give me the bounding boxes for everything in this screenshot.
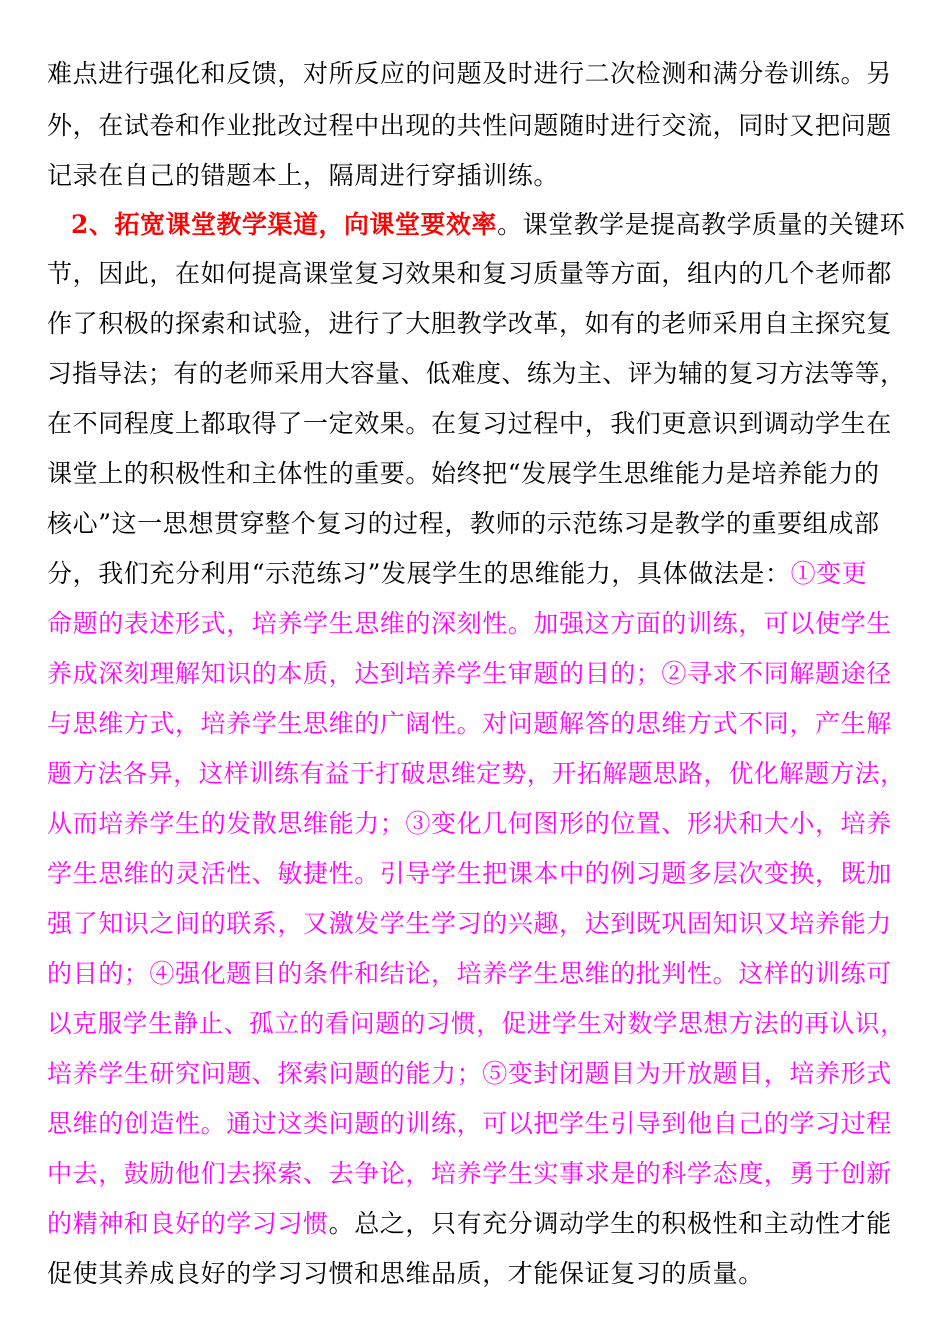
highlighted-text: ①变更: [790, 559, 868, 588]
text-line: [47, 151, 559, 201]
text-line: [47, 101, 892, 151]
text-line: [47, 1199, 892, 1249]
line-text: 记录在自己的错题本上，隔周进行穿插训练。: [47, 161, 560, 190]
highlighted-line: [47, 1049, 892, 1099]
section-heading: 2、拓宽课堂教学渠道，向课堂要效率: [71, 210, 498, 239]
highlighted-text: 学生思维的灵活性、敏捷性。引导学生把课本中的例习题多层次变换，既加: [47, 859, 892, 888]
highlighted-text: 从而培养学生的发散思维能力；③变化几何图形的位置、形状和大小，培养: [47, 809, 892, 838]
text-line: [47, 549, 867, 599]
text-line: [47, 249, 892, 299]
highlighted-line: [47, 899, 892, 949]
line-text: 在不同程度上都取得了一定效果。在复习过程中，我们更意识到调动学生在: [47, 409, 892, 438]
highlighted-text: 培养学生研究问题、探索问题的能力；⑤变封闭题目为开放题目，培养形式: [47, 1059, 892, 1088]
highlighted-line: [47, 599, 892, 649]
line-text: 节，因此，在如何提高课堂复习效果和复习质量等方面，组内的几个老师都: [47, 259, 892, 288]
text-line: [47, 49, 892, 99]
highlighted-text: 的精神和良好的学习习惯: [47, 1209, 329, 1238]
highlighted-text: 思维的创造性。通过这类问题的训练，可以把学生引导到他自己的学习过程: [47, 1109, 892, 1138]
highlighted-line: [47, 999, 905, 1049]
highlighted-text: 养成深刻理解知识的本质，达到培养学生审题的目的；②寻求不同解题途径: [47, 659, 892, 688]
highlighted-text: 与思维方式，培养学生思维的广阔性。对问题解答的思维方式不同，产生解: [47, 709, 892, 738]
text-line: [47, 399, 892, 449]
highlighted-line: [47, 749, 905, 799]
text-line: [47, 1249, 764, 1299]
line-text: 课堂上的积极性和主体性的重要。始终把“发展学生思维能力是培养能力的: [47, 459, 880, 488]
highlighted-line: [47, 1149, 892, 1199]
line-text: 习指导法；有的老师采用大容量、低难度、练为主、评为辅的复习方法等等，: [47, 359, 906, 388]
highlighted-text: 题方法各异，这样训练有益于打破思维定势，开拓解题思路，优化解题方法，: [47, 759, 906, 788]
highlighted-line: [47, 949, 892, 999]
line-text: 核心”这一思想贯穿整个复习的过程，教师的示范练习是教学的重要组成部: [47, 509, 880, 538]
line-text: 难点进行强化和反馈，对所反应的问题及时进行二次检测和满分卷训练。另: [47, 59, 892, 88]
line-text: 。总之，只有充分调动学生的积极性和主动性才能: [328, 1209, 892, 1238]
text-line: [47, 299, 892, 349]
highlighted-text: 的目的；④强化题目的条件和结论，培养学生思维的批判性。这样的训练可: [47, 959, 892, 988]
line-text: 促使其养成良好的学习习惯和思维品质，才能保证复习的质量。: [47, 1259, 764, 1288]
highlighted-text: 命题的表述形式，培养学生思维的深刻性。加强这方面的训练，可以使学生: [47, 609, 892, 638]
highlighted-line: [47, 649, 892, 699]
line-text: 作了积极的探索和试验，进行了大胆教学改革，如有的老师采用自主探究复: [47, 309, 892, 338]
text-line: [47, 449, 880, 499]
line-text: 外，在试卷和作业批改过程中出现的共性问题随时进行交流，同时又把问题: [47, 111, 892, 140]
line-text: 。课堂教学是提高教学质量的关键环: [497, 210, 906, 239]
highlighted-text: 以克服学生静止、孤立的看问题的习惯，促进学生对数学思想方法的再认识，: [47, 1009, 906, 1038]
highlighted-line: [47, 799, 892, 849]
highlighted-text: 强了知识之间的联系，又激发学生学习的兴趣，达到既巩固知识又培养能力: [47, 909, 892, 938]
highlighted-line: [47, 699, 892, 749]
highlighted-line: [47, 1099, 892, 1149]
section-heading-line: [71, 200, 905, 250]
line-text: 分，我们充分利用“示范练习”发展学生的思维能力，具体做法是：: [47, 559, 791, 588]
text-line: [47, 349, 905, 399]
highlighted-line: [47, 849, 892, 899]
highlighted-text: 中去，鼓励他们去探索、去争论，培养学生实事求是的科学态度，勇于创新: [47, 1159, 892, 1188]
text-line: [47, 499, 880, 549]
